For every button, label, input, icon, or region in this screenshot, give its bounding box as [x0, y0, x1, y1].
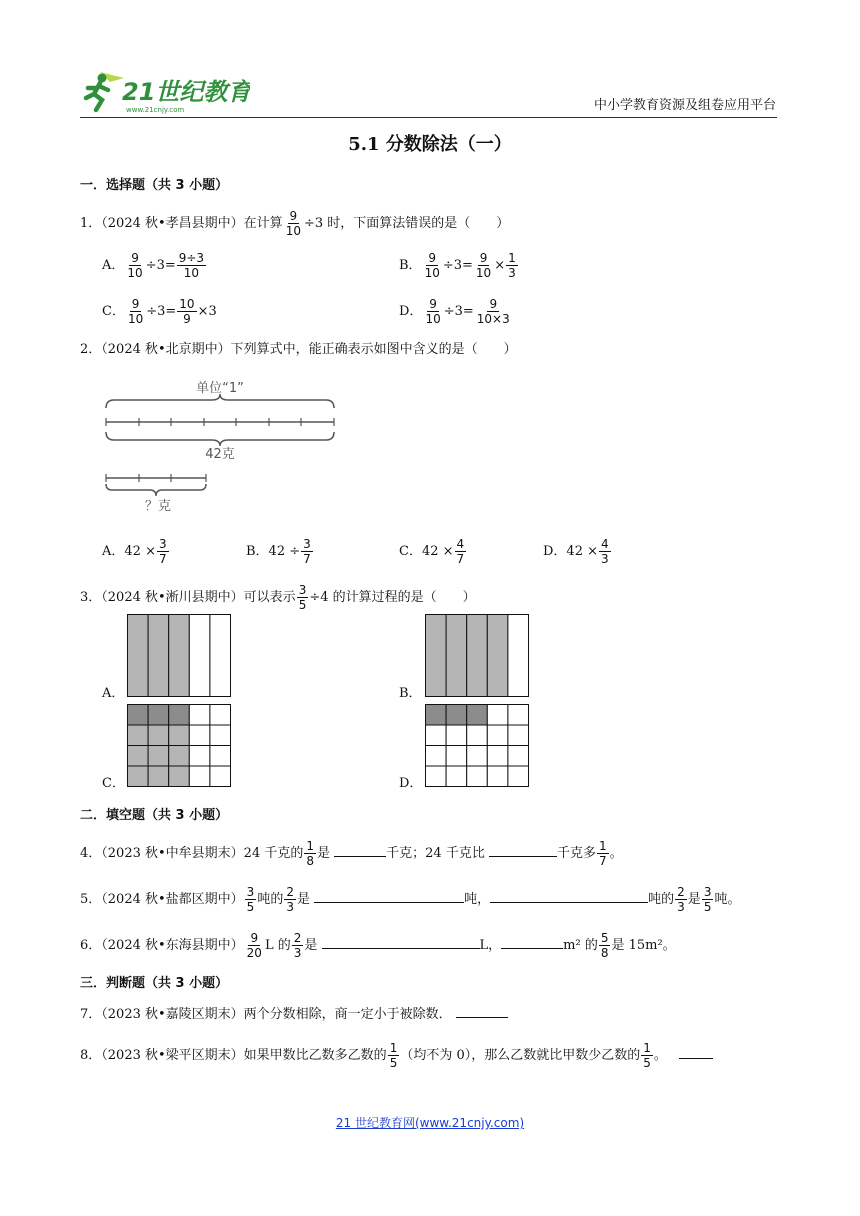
question-number: 3．: [80, 590, 102, 605]
q1-option-b[interactable]: B． $\frac{9}{10}$ ÷3= $\frac{9}{10}$ × $\frac{1}{3}$: [399, 251, 516, 280]
fraction-9-10: $\frac{9}{10}$: [285, 209, 301, 238]
svg-text:？克: ？克: [144, 499, 172, 514]
svg-text:单位“1”: 单位“1”: [196, 381, 244, 396]
answer-blank[interactable]: [501, 935, 563, 949]
grid-cell: [169, 705, 190, 726]
grid-cell: [487, 705, 508, 726]
question-source: （2024 秋•孝昌县期中）: [101, 216, 244, 231]
grid-cell: [426, 725, 447, 746]
platform-name: 中小学教育资源及组卷应用平台: [593, 98, 776, 113]
answer-blank[interactable]: [679, 1045, 713, 1059]
answer-blank[interactable]: [334, 843, 386, 857]
grid-cell: [189, 746, 210, 767]
grid-cell: [128, 766, 149, 787]
question-6: 6．（2024 秋•东海县期中） $\frac{9}{20}$ L 的 $\frac{2}{3}$ 是 L， m² 的 $\frac{5}{8}$ 是 15m²。: [80, 931, 676, 960]
q2-option-a[interactable]: A．42 × $\frac{3}{7}$: [102, 537, 167, 566]
question-number: 2．: [80, 342, 102, 357]
answer-blank[interactable]: [456, 1004, 508, 1018]
q3-option-a-label[interactable]: A．: [102, 686, 125, 701]
answer-blank[interactable]: [322, 935, 480, 949]
q3-option-d-label[interactable]: D．: [399, 776, 423, 791]
grid-cell: [446, 725, 467, 746]
grid-cell: [446, 705, 467, 726]
answer-blank[interactable]: [314, 889, 464, 903]
grid-cell: [169, 746, 190, 767]
grid-cell: [189, 725, 210, 746]
grid-cell: [189, 766, 210, 787]
q1-option-d[interactable]: D． $\frac{9}{10}$ ÷3= $\frac{9}{10\times 3}$: [399, 297, 510, 326]
question-source: （2024 秋•淅川县期中）: [101, 590, 244, 605]
question-4: 4．（2023 秋•中牟县期末）24 千克的 $\frac{1}{8}$ 是 千克；24 千克比 千克多 $\frac{1}{7}$ 。: [80, 839, 623, 868]
grid-cell: [446, 746, 467, 767]
runner-logo-icon: [80, 68, 250, 116]
grid-cell: [169, 766, 190, 787]
grid-cell: [508, 746, 529, 767]
grid-cell: [508, 705, 529, 726]
question-2: 2．（2024 秋•北京期中）下列算式中，能正确表示如图中含义的是（ ）: [80, 342, 517, 357]
grid-cell: [148, 746, 169, 767]
grid-cell: [508, 766, 529, 787]
grid-cell: [467, 705, 488, 726]
segment-diagram: [100, 370, 340, 522]
grid-cell: [128, 746, 149, 767]
q3-option-d-figure[interactable]: [425, 704, 529, 792]
grid-cell: [189, 705, 210, 726]
grid-cell: [508, 725, 529, 746]
q2-option-d[interactable]: D．42 × $\frac{4}{3}$: [543, 537, 609, 566]
grid-cell: [148, 725, 169, 746]
q3-option-b-figure[interactable]: [425, 614, 529, 702]
section-heading-choice: 一．选择题（共 3 小题）: [80, 178, 229, 193]
q3-option-c-figure[interactable]: [127, 704, 231, 792]
question-source: （2024 秋•北京期中）: [101, 342, 231, 357]
grid-cell: [210, 705, 231, 726]
svg-text:42克: 42克: [205, 447, 235, 462]
grid-cell: [446, 766, 467, 787]
q3-option-a-figure[interactable]: [127, 614, 231, 702]
grid-cell: [467, 746, 488, 767]
grid-cell: [169, 725, 190, 746]
answer-blank[interactable]: [490, 889, 648, 903]
grid-cell: [487, 746, 508, 767]
grid-cell: [148, 705, 169, 726]
grid-cell: [128, 725, 149, 746]
question-1: 1．（2024 秋•孝昌县期中）在计算 $\frac{9}{10}$ ÷3 时，下面算法错误的是（ ）: [80, 209, 510, 238]
q1-option-c[interactable]: C． $\frac{9}{10}$ ÷3= $\frac{10}{9}$ ×3: [102, 297, 217, 326]
svg-text:21世纪教育: 21世纪教育: [122, 78, 250, 106]
header-divider: [80, 117, 777, 118]
section-heading-fill: 二．填空题（共 3 小题）: [80, 808, 229, 823]
grid-cell: [210, 725, 231, 746]
question-5: 5．（2024 秋•盐都区期中） $\frac{3}{5}$ 吨的 $\frac{2}{3}$ 是 吨， 吨的 $\frac{2}{3}$ 是 $\frac{3}{5}$ 吨。: [80, 885, 741, 914]
grid-cell: [210, 766, 231, 787]
question-3: 3．（2024 秋•淅川县期中）可以表示 $\frac{3}{5}$ ÷4 的计算过程的是（ ）: [80, 583, 476, 612]
answer-blank[interactable]: [489, 843, 557, 857]
grid-cell: [467, 766, 488, 787]
grid-cell: [426, 766, 447, 787]
question-number: 1．: [80, 216, 102, 231]
site-logo: [80, 68, 250, 116]
q2-option-b[interactable]: B．42 ÷ $\frac{3}{7}$: [246, 537, 311, 566]
grid-cell: [148, 766, 169, 787]
q2-option-c[interactable]: C．42 × $\frac{4}{7}$: [399, 537, 465, 566]
grid-cell: [487, 766, 508, 787]
q3-option-b-label[interactable]: B．: [399, 686, 422, 701]
q1-option-a[interactable]: A． $\frac{9}{10}$ ÷3= $\frac{9\div 3}{10}$: [102, 251, 205, 280]
q3-option-c-label[interactable]: C．: [102, 776, 125, 791]
grid-cell: [426, 705, 447, 726]
grid-cell: [487, 725, 508, 746]
grid-cell: [210, 746, 231, 767]
svg-text:www.21cnjy.com: www.21cnjy.com: [126, 106, 185, 114]
question-7: 7．（2023 秋•嘉陵区期末）两个分数相除，商一定小于被除数．: [80, 1004, 508, 1025]
footer-link[interactable]: 21 世纪教育网(www.21cnjy.com): [335, 1116, 525, 1130]
grid-cell: [467, 725, 488, 746]
section-heading-judge: 三．判断题（共 3 小题）: [80, 976, 229, 991]
page-title: 5.1 分数除法（一）: [348, 134, 512, 155]
grid-cell: [426, 746, 447, 767]
grid-cell: [128, 705, 149, 726]
question-8: 8．（2023 秋•梁平区期末）如果甲数比乙数多乙数的 $\frac{1}{5}$ （均不为 0），那么乙数就比甲数少乙数的 $\frac{1}{5}$ 。: [80, 1042, 713, 1069]
